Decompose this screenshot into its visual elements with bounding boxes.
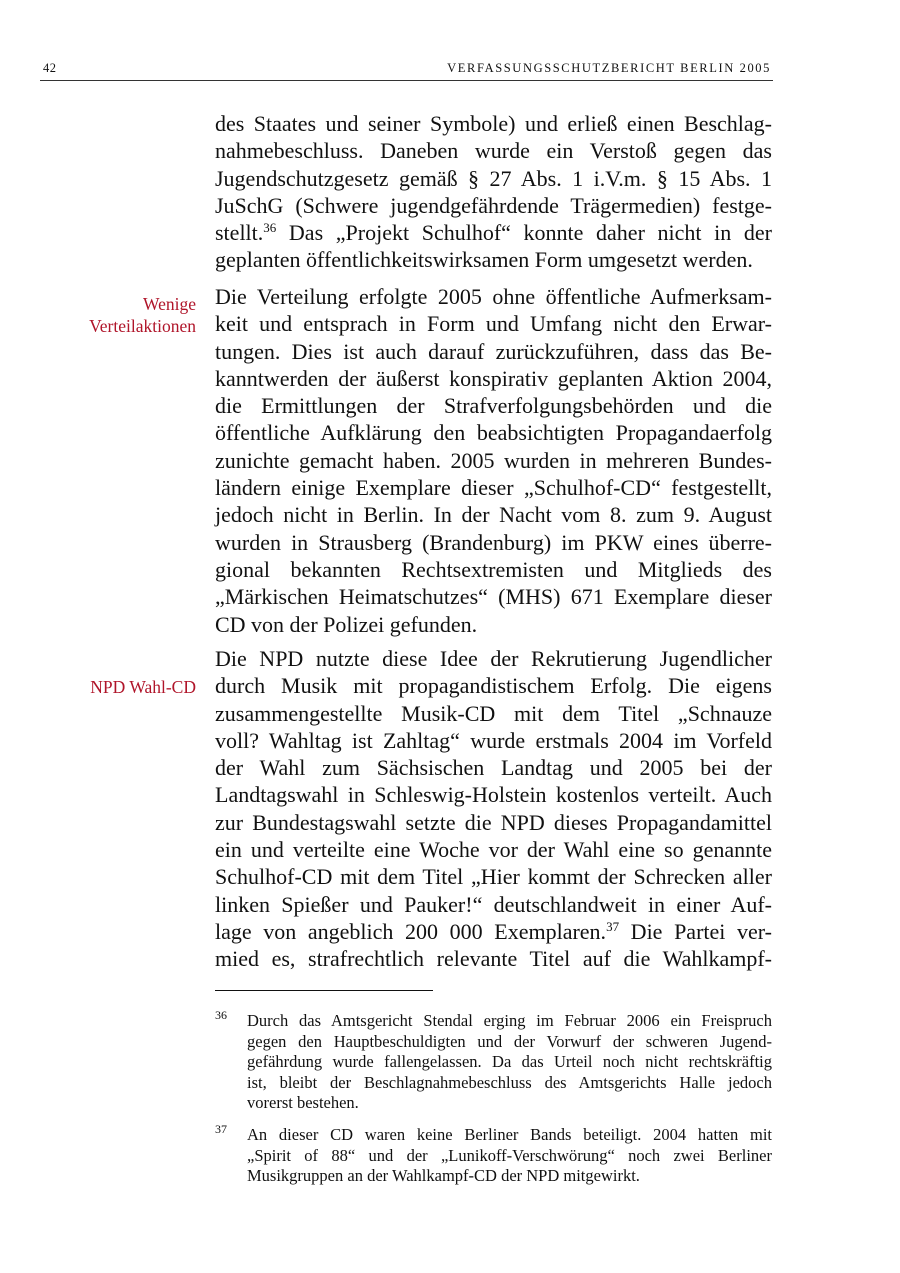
text-segment: Das „Projekt Schulhof“ konnte daher nicht in der bbox=[276, 220, 772, 246]
footnote-line: Durch das Amtsgericht Stendal erging im Februar 2006 ein Freispruch bbox=[247, 1011, 772, 1030]
text-line: Jugendschutzgesetz gemäß § 27 Abs. 1 i.V.m. § 15 Abs. 1 bbox=[215, 165, 772, 191]
paragraph-verteilung bbox=[215, 283, 772, 638]
text-line bbox=[215, 219, 772, 246]
text-line: ein und verteilte eine Woche vor der Wahl eine so genannte bbox=[215, 837, 772, 863]
text-line: nahmebeschluss. Daneben wurde ein Verstoß gegen das bbox=[215, 138, 772, 164]
text-line: voll? Wahltag ist Zahltag“ wurde erstmals 2004 im Vorfeld bbox=[215, 727, 772, 753]
text-line: zusammengestellte Musik-CD mit dem Titel „Schnauze bbox=[215, 700, 772, 726]
text-line bbox=[215, 918, 772, 945]
footnote-line: An dieser CD waren keine Berliner Bands beteiligt. 2004 hatten mit bbox=[247, 1125, 772, 1144]
text-line: wurden in Strausberg (Brandenburg) im PKW eines überre- bbox=[215, 529, 772, 555]
margin-note-line: Wenige bbox=[142, 294, 196, 314]
text-line: tungen. Dies ist auch darauf zurückzuführen, dass das Be- bbox=[215, 338, 772, 364]
footnote-number: 37 bbox=[215, 1122, 227, 1136]
text-line: Landtagswahl in Schleswig-Holstein kostenlos verteilt. Auch bbox=[215, 782, 772, 808]
footnote-ref-37[interactable]: 37 bbox=[606, 918, 620, 934]
text-line: kanntwerden der äußerst konspirativ geplanten Aktion 2004, bbox=[215, 365, 772, 391]
footnote-number: 36 bbox=[215, 1008, 227, 1022]
footnote-separator bbox=[215, 990, 433, 991]
footnote-line: gefährdung wurde fallengelassen. Da das Urteil noch nicht rechtskräftig bbox=[247, 1052, 772, 1072]
text-line: CD von der Polizei gefunden. bbox=[215, 611, 478, 637]
page-header bbox=[40, 56, 773, 81]
text-line: keit und entsprach in Form und Umfang nicht den Erwar- bbox=[215, 311, 772, 337]
text-line: „Märkischen Heimatschutzes“ (MHS) 671 Exemplare dieser bbox=[215, 584, 772, 610]
paragraph-npd-wahl-cd bbox=[215, 645, 772, 973]
text-segment: stellt. bbox=[215, 220, 264, 246]
text-segment: Die Partei ver- bbox=[619, 918, 772, 944]
page-number: 42 bbox=[43, 61, 57, 75]
text-line: zur Bundestagswahl setzte die NPD dieses Propagandamittel bbox=[215, 809, 772, 835]
footnote-line: „Spirit of 88“ und der „Lunikoff-Verschwörung“ noch zwei Berliner bbox=[247, 1145, 772, 1165]
footnote-text bbox=[247, 1011, 772, 1114]
footnote-line: vorerst bestehen. bbox=[247, 1093, 359, 1113]
paragraph-projekt-schulhof bbox=[215, 110, 772, 274]
text-line: des Staates und seiner Symbole) und erließ einen Beschlag- bbox=[215, 111, 772, 136]
margin-note-wenige-verteilaktionen bbox=[89, 293, 196, 337]
footnote-line: Musikgruppen an der Wahlkampf-CD der NPD mitgewirkt. bbox=[247, 1166, 640, 1186]
text-line: JuSchG (Schwere jugendgefährdende Trägermedien) festge- bbox=[215, 192, 772, 218]
text-line: Schulhof-CD mit dem Titel „Hier kommt der Schrecken aller bbox=[215, 864, 772, 890]
text-line: linken Spießer und Pauker!“ deutschlandweit in einer Auf- bbox=[215, 891, 772, 917]
text-line: geplanten öffentlichkeitswirksamen Form umgesetzt werden. bbox=[215, 247, 753, 273]
text-line: die Ermittlungen der Strafverfolgungsbehörden und die bbox=[215, 393, 772, 419]
running-title: VERFASSUNGSSCHUTZBERICHT BERLIN 2005 bbox=[447, 61, 771, 75]
footnote-text bbox=[247, 1125, 772, 1187]
text-line: durch Musik mit propagandistischem Erfolg. Die eigens bbox=[215, 673, 772, 699]
text-line: Die Verteilung erfolgte 2005 ohne öffentliche Aufmerksam- bbox=[215, 284, 772, 309]
text-line: Die NPD nutzte diese Idee der Rekrutierung Jugendlicher bbox=[215, 646, 772, 671]
margin-note-line: Verteilaktionen bbox=[89, 316, 196, 336]
footnote-ref-36[interactable]: 36 bbox=[263, 220, 277, 236]
text-line: mied es, strafrechtlich relevante Titel auf die Wahlkampf- bbox=[215, 946, 772, 972]
text-line: der Wahl zum Sächsischen Landtag und 2005 bei der bbox=[215, 755, 772, 781]
text-line: gional bekannten Rechtsextremisten und Mitglieds des bbox=[215, 556, 772, 582]
footnote-line: ist, bleibt der Beschlagnahmebeschluss des Amtsgerichts Halle jedoch bbox=[247, 1072, 772, 1092]
text-segment: lage von angeblich 200 000 Exemplaren. bbox=[215, 918, 607, 944]
text-line: jedoch nicht in Berlin. In der Nacht vom 8. zum 9. August bbox=[215, 502, 772, 528]
text-line: öffentliche Aufklärung den beabsichtigten Propagandaerfolg bbox=[215, 420, 772, 446]
footnote-line: gegen den Hauptbeschuldigten und der Vorwurf der schweren Jugend- bbox=[247, 1031, 772, 1051]
text-line: zunichte gemacht haben. 2005 wurden in mehreren Bundes- bbox=[215, 447, 772, 473]
text-line: ländern einige Exemplare dieser „Schulhof-CD“ festgestellt, bbox=[215, 475, 772, 501]
margin-note-npd-wahl-cd: NPD Wahl-CD bbox=[90, 677, 196, 697]
